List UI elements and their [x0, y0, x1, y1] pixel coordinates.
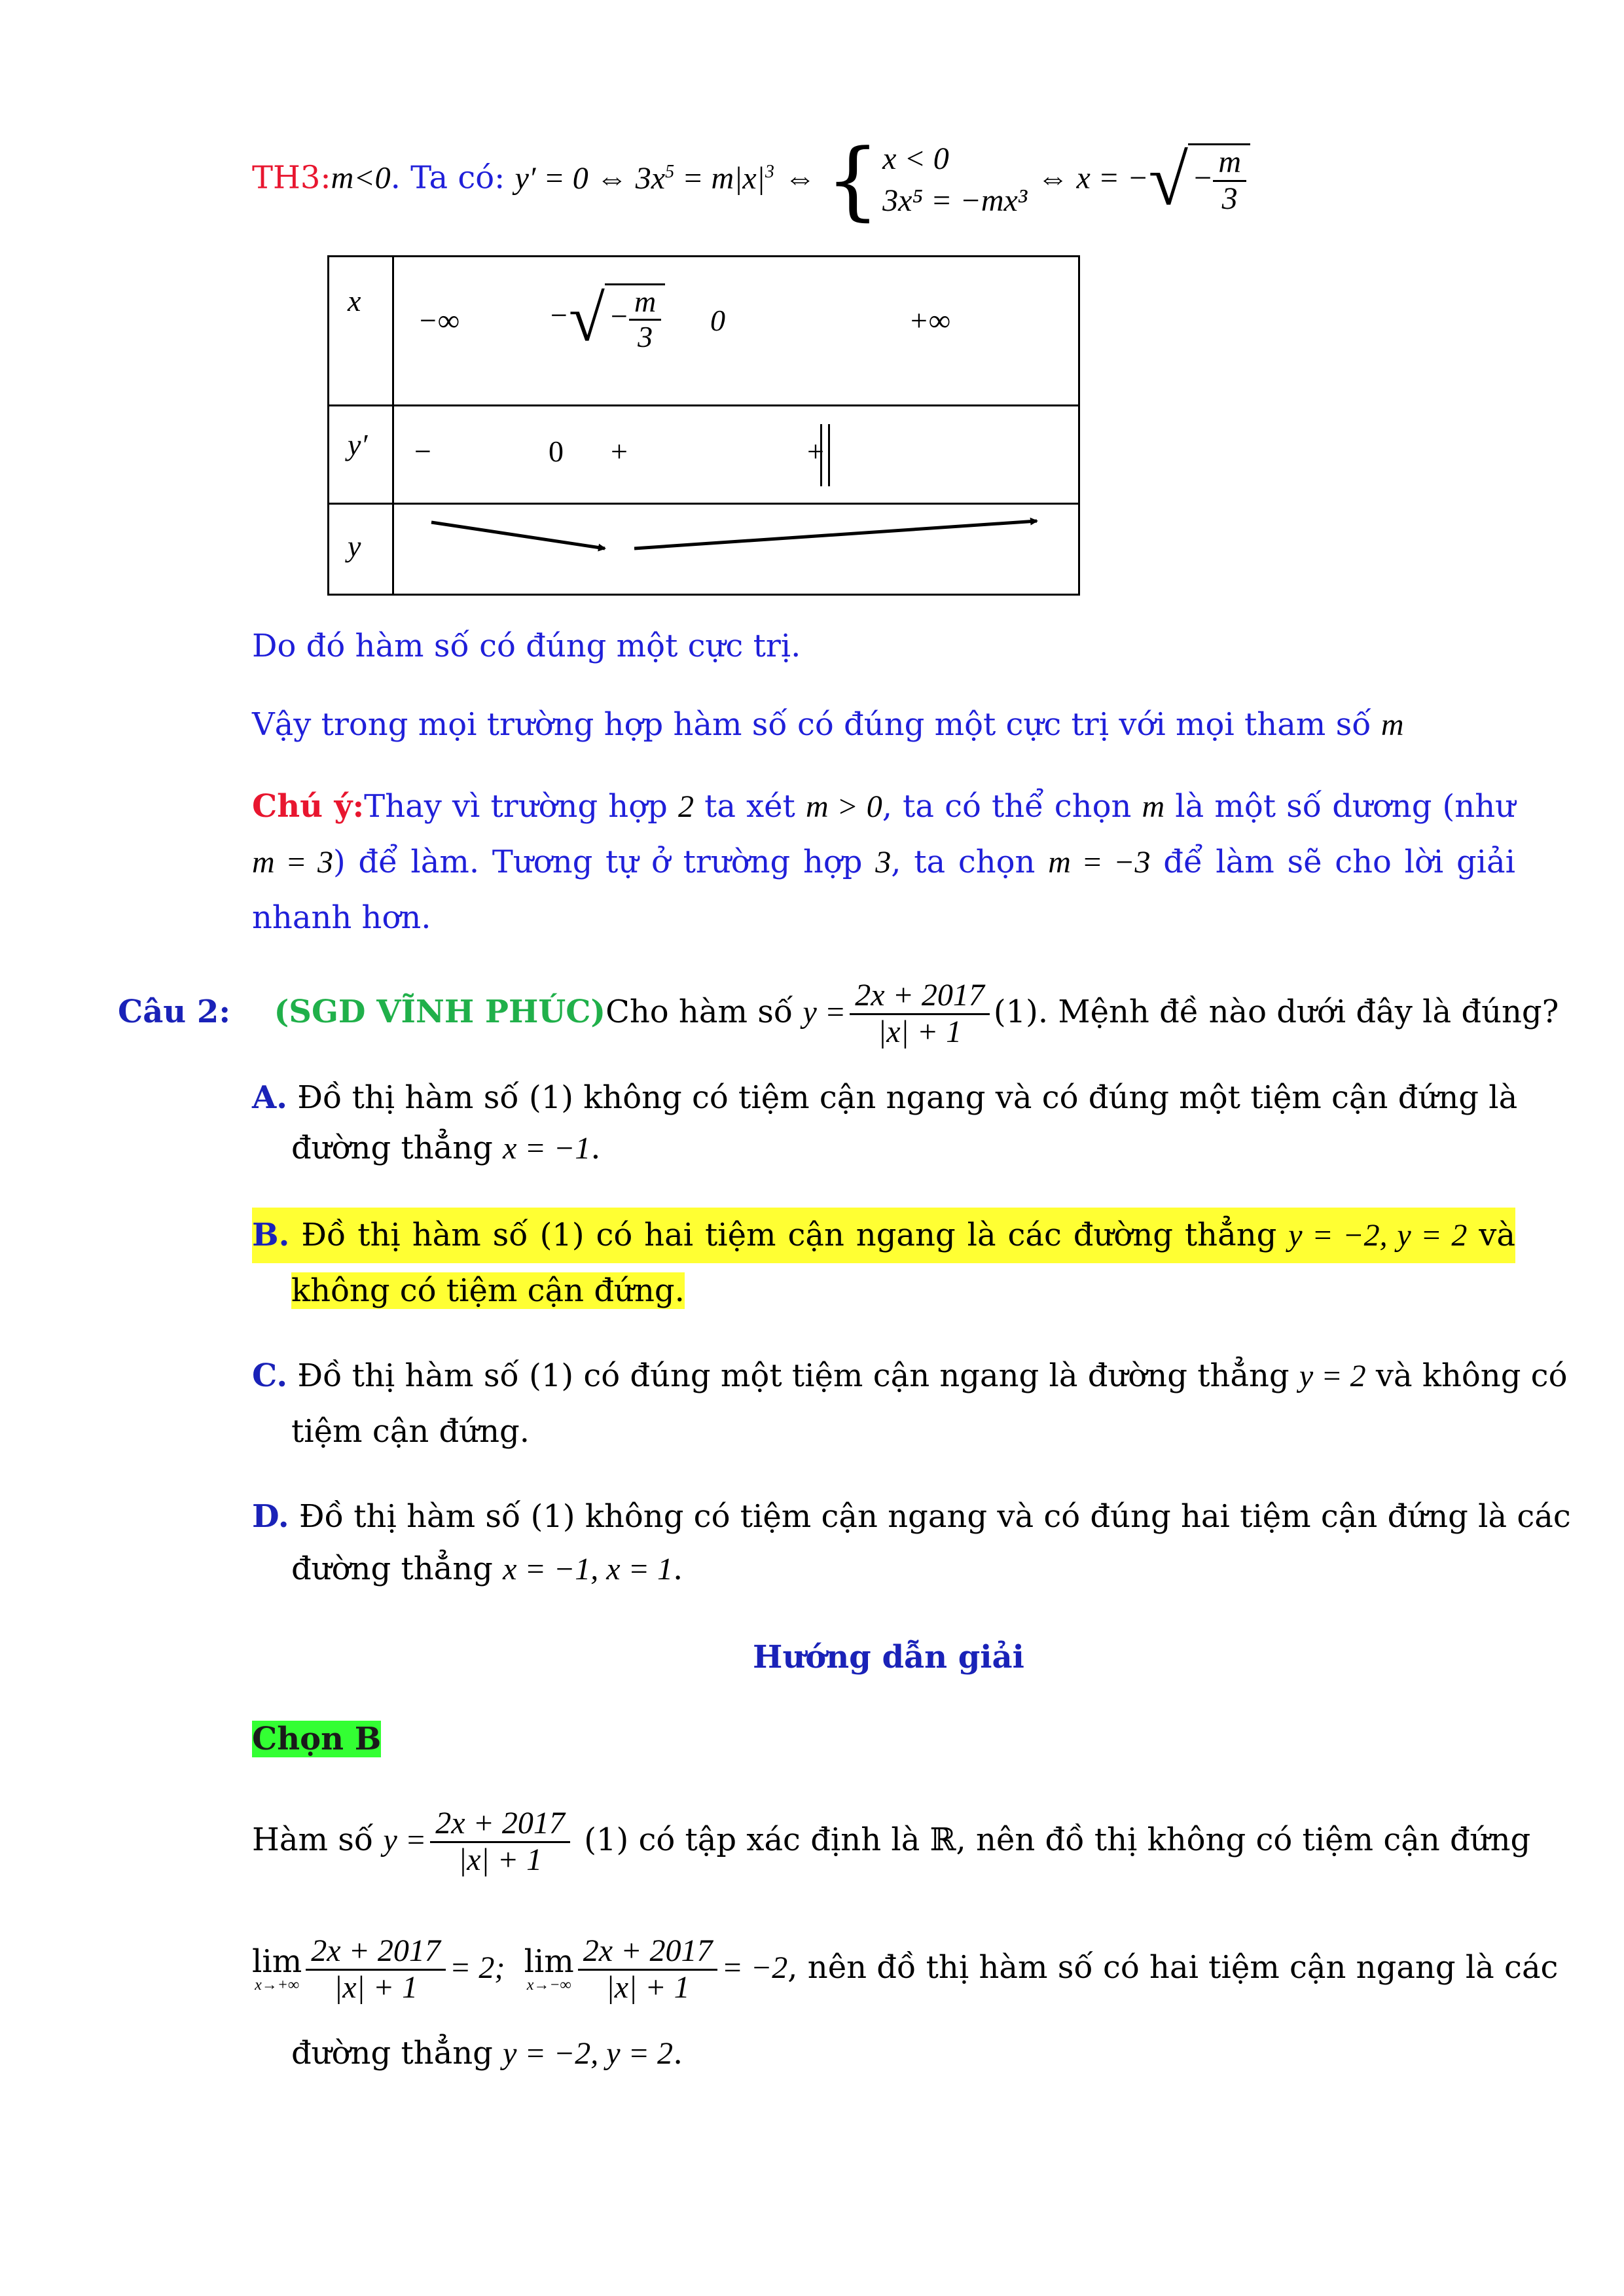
solution-line-3: đường thẳng y = −2, y = 2.	[291, 2035, 683, 2072]
option-a-line-1: A. Đồ thị hàm số (1) không có tiệm cận ngang và có đúng một tiệm cận đứng là	[252, 1079, 1518, 1116]
th3-equiv2: ⇔ x = −	[1037, 160, 1149, 196]
sign-plus: +	[611, 435, 628, 468]
option-b-line-2: không có tiệm cận đứng.	[291, 1272, 685, 1309]
limit-minus-inf: lim x→−∞	[524, 1943, 574, 1994]
sign-zero: 0	[549, 435, 564, 468]
option-a-line-2: đường thẳng x = −1.	[291, 1130, 601, 1166]
th3-taco: . Ta có:	[390, 159, 505, 196]
question-fraction: $\frac{2x + 2017}{|x| + 1}$	[850, 978, 990, 1050]
option-c-line-2: tiệm cận đứng.	[291, 1413, 530, 1450]
table-x-label: x	[348, 284, 361, 317]
th3-line	[252, 130, 1250, 230]
real-set-symbol: ℝ	[929, 1821, 956, 1858]
note-line-1: Chú ý:Thay vì trường hợp 2 ta xét m > 0, ta có thể chọn m là một số dương (như	[252, 788, 1516, 825]
option-d-line-1: D. Đồ thị hàm số (1) không có tiệm cận ngang và có đúng hai tiệm cận đứng là các	[252, 1498, 1571, 1535]
table-critical-point: −√ − $\frac{m}{3}$	[549, 283, 665, 353]
solution-line-2: lim x→+∞ $\frac{2x + 2017}{|x| + 1}$ = 2; lim x→−∞ $\frac{2x + 2017}{|x| + 1}$ = −2, nên đồ thị hàm số có hai tiệm cận ngang là các	[252, 1933, 1559, 2005]
option-c-label: C.	[252, 1357, 288, 1394]
question-number: Câu 2:	[118, 993, 231, 1030]
table-zero: 0	[710, 304, 725, 337]
note-line-2: m = 3) để làm. Tương tự ở trường hợp 3, ta chọn m = −3 để làm sẽ cho lời giải	[252, 844, 1515, 880]
option-b-label: B.	[252, 1217, 290, 1253]
th3-equiv: ⇔	[784, 160, 816, 196]
option-b-line-1: B. Đồ thị hàm số (1) có hai tiệm cận ngang là các đường thẳng y = −2, y = 2 và	[252, 1208, 1515, 1263]
limit-plus-inf: lim x→+∞	[252, 1943, 302, 1994]
variation-arrows	[392, 503, 1079, 594]
th3-condition: m<0	[331, 160, 391, 196]
table-y-label: y	[348, 529, 361, 563]
th3-label: TH3:	[252, 159, 331, 196]
solution-line-1: Hàm số y = $\frac{2x + 2017}{|x| + 1}$ (1) có tập xác định là ℝ, nên đồ thị không có tiệm cận đứng	[252, 1806, 1531, 1877]
table-yprime-label: y′	[348, 428, 368, 461]
question-lead: Cho hàm số	[605, 993, 793, 1030]
th3-system: x < 0 3x⁵ = −mx³	[882, 141, 1028, 218]
option-c-line-1: C. Đồ thị hàm số (1) có đúng một tiệm cận ngang là đường thẳng y = 2 và không có	[252, 1357, 1568, 1394]
conclusion-2: Vậy trong mọi trường hợp hàm số có đúng một cực trị với mọi tham số m	[252, 706, 1404, 743]
table-row-divider	[329, 404, 1078, 406]
solution-choice: Chọn B	[252, 1721, 382, 1757]
th3-root: √ − $\frac{m}{3}$	[1149, 143, 1250, 217]
th3-eq1: y′ = 0 ⇔ $3x^5 = m|x|^3$	[514, 160, 774, 196]
variation-table	[327, 255, 1080, 596]
sign-plus-2: +	[807, 435, 824, 468]
table-minus-inf: −∞	[418, 304, 460, 337]
double-bar	[820, 424, 830, 486]
option-d-line-2: đường thẳng x = −1, x = 1.	[291, 1551, 683, 1587]
option-a-label: A.	[252, 1079, 287, 1116]
table-plus-inf: +∞	[909, 304, 950, 337]
increasing-arrow	[634, 521, 1037, 548]
conclusion-1: Do đó hàm số có đúng một cực trị.	[252, 628, 801, 664]
question-source: (SGD VĨNH PHÚC)	[274, 993, 606, 1030]
question-line: Câu 2: (SGD VĨNH PHÚC)Cho hàm số y = $\frac{2x + 2017}{|x| + 1}$ (1). Mệnh đề nào dưới đây là đúng?	[118, 978, 1559, 1049]
note-line-3: nhanh hơn.	[252, 899, 431, 936]
option-d-label: D.	[252, 1498, 289, 1535]
sign-minus: −	[414, 435, 431, 468]
decreasing-arrow	[431, 522, 605, 548]
solution-heading: Hướng dẫn giải	[753, 1639, 1024, 1676]
system-brace: {	[825, 130, 880, 230]
